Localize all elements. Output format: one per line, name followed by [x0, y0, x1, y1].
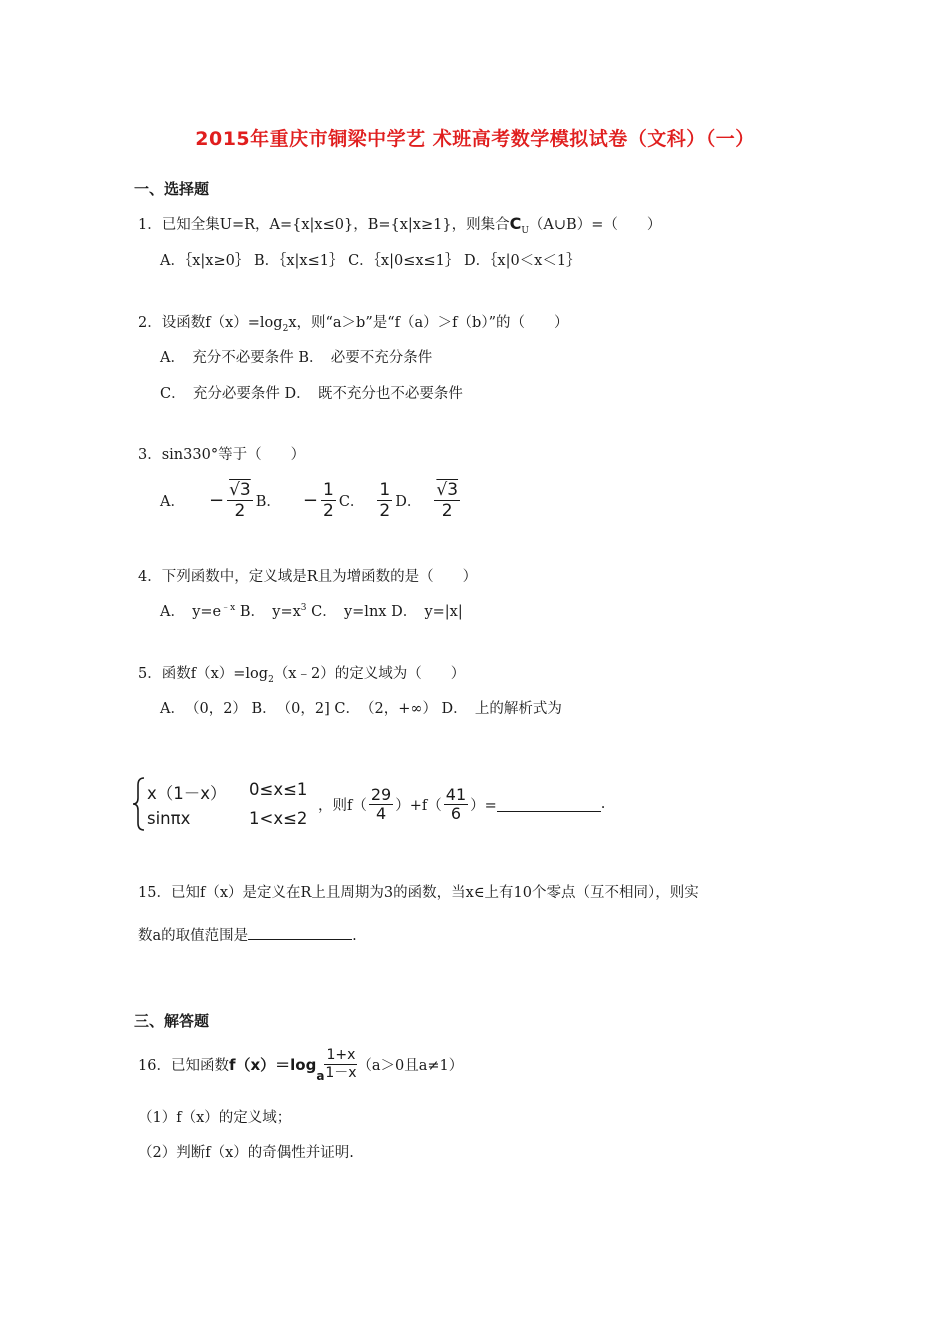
- question-16-part-2: （2）判断f（x）的奇偶性并证明.: [138, 1145, 354, 1161]
- q5-text-b: （x﹣2）的定义域为（ ）: [273, 666, 466, 682]
- q15-period: .: [352, 928, 357, 944]
- q2-text-b: x，则“a＞b”是“f（a）＞f（b）”的（ ）: [288, 315, 569, 331]
- piecewise-row-2-expression: sinπx: [147, 809, 191, 828]
- question-16-part-1: （1）f（x）的定义域；: [138, 1110, 292, 1126]
- question-2-stem: [138, 311, 568, 334]
- question-1-stem: [138, 213, 661, 236]
- piecewise-equals-text: ）=: [470, 797, 497, 814]
- piecewise-plus-text: ）+f（: [395, 797, 442, 814]
- piecewise-row-1-condition: 0≤x≤1: [249, 780, 308, 799]
- fraction-29-4-numerator: 29: [370, 784, 392, 804]
- q2-text-a: 2．设函数f（x）=log: [138, 315, 283, 331]
- question-2-options-row-1: A． 充分不必要条件 B． 必要不充分条件: [160, 350, 433, 366]
- question-5-stem: [138, 662, 465, 685]
- q5-log-base: 2: [268, 674, 274, 685]
- question-3-stem: 3．sin330°等于（ ）: [138, 447, 306, 463]
- q1-tail: （A∪B）=（ ）: [528, 217, 662, 233]
- answer-blank-q15[interactable]: [248, 925, 352, 940]
- fraction-29-4: [369, 786, 393, 823]
- q3-option-b-numerator: 1: [322, 479, 334, 500]
- q3-option-b-fraction: [321, 480, 336, 521]
- q3-option-a-fraction: [227, 480, 253, 521]
- question-15-line-1: 15．已知f（x）是定义在R上且周期为3的函数，当x∈上有10个零点（互不相同），则实: [138, 885, 699, 901]
- q4-option-b: B． y=x: [235, 604, 301, 620]
- complement-subscript: U: [521, 225, 529, 236]
- q3-option-b-label: B．: [255, 493, 281, 510]
- question-3-options: [160, 476, 463, 524]
- question-2-options-row-2: C． 充分必要条件 D． 既不充分也不必要条件: [160, 386, 463, 402]
- fraction-41-6-numerator: 41: [445, 784, 467, 804]
- q3-option-d-fraction: [434, 480, 460, 521]
- piecewise-brace-icon: [132, 776, 146, 832]
- q2-log-base: 2: [282, 323, 289, 334]
- q4-option-b-exponent: 3: [300, 603, 307, 614]
- q3-option-a-label: A．: [160, 493, 185, 510]
- q4-option-cd: C． y=lnx D． y=|x|: [306, 604, 463, 620]
- question-4-options: [160, 600, 463, 621]
- q3-option-c-numerator: 1: [379, 479, 391, 500]
- fraction-29-4-denominator: 4: [375, 803, 387, 823]
- q3-option-c-fraction: [377, 480, 392, 521]
- q1-text: 1．已知全集U=R，A={x|x≤0}，B={x|x≥1}，则集合: [138, 217, 510, 233]
- q16-fraction: [324, 1047, 357, 1082]
- q4-option-a-exponent: ﹣x: [221, 603, 236, 614]
- piecewise-then-text: ，则f（: [318, 797, 367, 814]
- question-15-line-2: [138, 924, 357, 945]
- answer-blank-piecewise[interactable]: [497, 797, 601, 812]
- fraction-41-6-denominator: 6: [450, 803, 462, 823]
- q16-fraction-denominator: 1－x: [325, 1064, 357, 1081]
- q3-option-b-denominator: 2: [322, 500, 334, 521]
- q4-option-a: A． y=e: [160, 604, 222, 620]
- complement-symbol: C: [509, 214, 522, 233]
- section-choice-heading: 一、选择题: [134, 180, 210, 198]
- piecewise-period: .: [600, 796, 606, 812]
- question-16-stem: [138, 1043, 463, 1085]
- q16-condition: （a＞0且a≠1）: [357, 1057, 464, 1074]
- question-1-options: A．｛x|x≥0｝ B．｛x|x≤1｝ C．｛x|0≤x≤1｝ D．｛x|0＜x＜1｝: [160, 253, 581, 269]
- q3-option-b-minus: −: [302, 489, 318, 511]
- q3-option-a-numerator: √3: [229, 479, 251, 500]
- q16-log-base-wrap: [316, 1046, 324, 1082]
- section-answer-heading: 三、解答题: [134, 1012, 210, 1030]
- fraction-41-6: [444, 786, 468, 823]
- q3-option-c-label: C．: [338, 493, 365, 510]
- piecewise-expression: [318, 780, 605, 828]
- q3-option-d-numerator: √3: [436, 479, 459, 500]
- q16-function-expression: f（x）＝log: [228, 1055, 317, 1074]
- q16-fraction-numerator: 1+x: [326, 1046, 356, 1063]
- q5-text-a: 5．函数f（x）=log: [138, 666, 269, 682]
- q3-option-c-denominator: 2: [379, 500, 391, 521]
- question-5-options: A． （0，2） B． （0，2] C． （2，+∞） D． 上的解析式为: [160, 701, 562, 717]
- q15-line-2-text: 数a的取值范围是: [138, 928, 249, 944]
- q16-log-base: a: [316, 1069, 325, 1083]
- q3-option-d-denominator: 2: [441, 500, 453, 521]
- page-title: 2015年重庆市铜梁中学艺 术班高考数学模拟试卷（文科）（一）: [195, 128, 755, 150]
- q16-prefix: 16．已知函数: [138, 1057, 229, 1074]
- q3-option-a-denominator: 2: [234, 500, 246, 521]
- q3-option-d-label: D．: [395, 493, 422, 510]
- q3-option-a-minus: −: [208, 489, 225, 511]
- piecewise-row-2-condition: 1<x≤2: [249, 809, 308, 828]
- question-4-stem: 4．下列函数中，定义域是R且为增函数的是（ ）: [138, 569, 478, 585]
- piecewise-row-1-expression: x（1－x）: [147, 784, 227, 803]
